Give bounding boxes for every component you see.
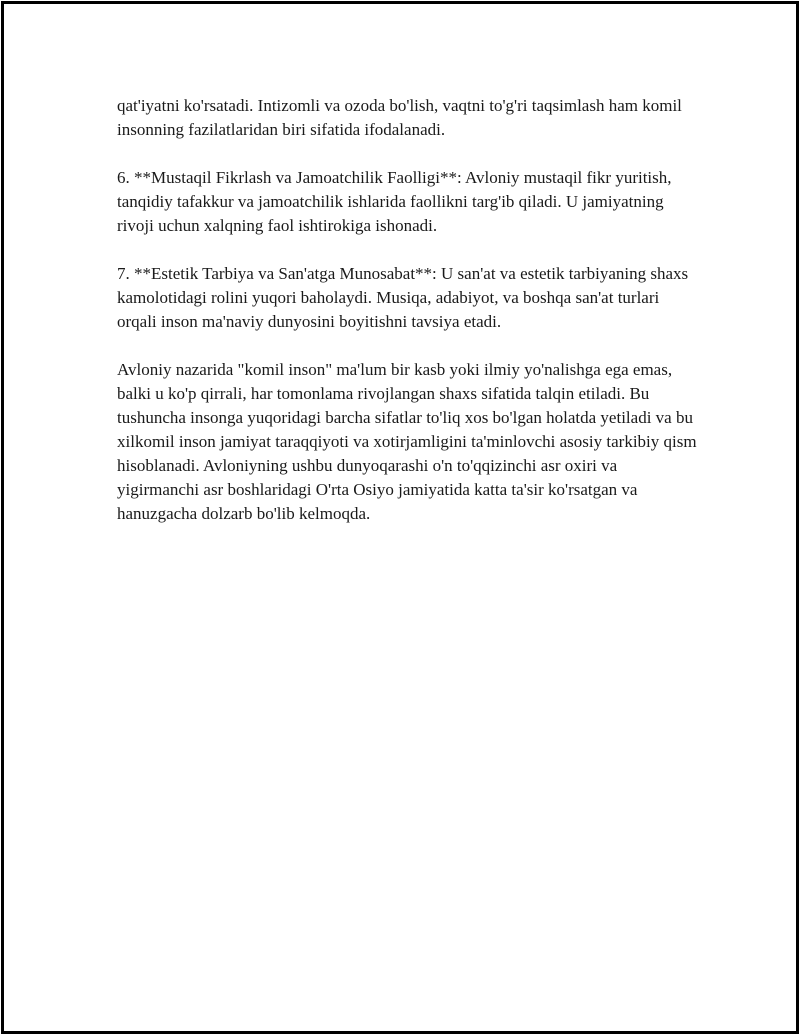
paragraph-item-6: 6. **Mustaqil Fikrlash va Jamoatchilik Faolligi**: Avloniy mustaqil fikr yuritish, tanqidiy tafakkur va jamoatchilik ishlarida faollikni targ'ib qiladi. U jamiyatning rivoji uchun xalqning faol ishtirokiga ishonadi. [117, 168, 672, 235]
paragraph-conclusion: Avloniy nazarida "komil inson" ma'lum bir kasb yoki ilmiy yo'nalishga ega emas, balki u ko'p qirrali, har tomonlama rivojlangan shaxs sifatida talqin etiladi. Bu tushuncha insonga yuqoridagi barcha sifatlar to'liq xos bo'lgan holatda yetiladi va bu xilkomil inson jamiyat taraqqiyoti va xotirjamligini ta'minlovchi asosiy tarkibiy qism hisoblanadi. Avloniyning ushbu dunyoqarashi o'n to'qqizinchi asr oxiri va yigirmanchi asr boshlaridagi O'rta Osiyo jamiyatida katta ta'sir ko'rsatgan va hanuzgacha dolzarb bo'lib kelmoqda. [117, 360, 697, 523]
document-body [117, 94, 697, 526]
paragraph-continuation: qat'iyatni ko'rsatadi. Intizomli va ozoda bo'lish, vaqtni to'g'ri taqsimlash ham komil insonning fazilatlaridan biri sifatida ifodalanadi. [117, 96, 682, 139]
paragraph-item-7: 7. **Estetik Tarbiya va San'atga Munosabat**: U san'at va estetik tarbiyaning shaxs kamolotidagi rolini yuqori baholaydi. Musiqa, adabiyot, va boshqa san'at turlari orqali inson ma'naviy dunyosini boyitishni tavsiya etadi. [117, 264, 689, 331]
